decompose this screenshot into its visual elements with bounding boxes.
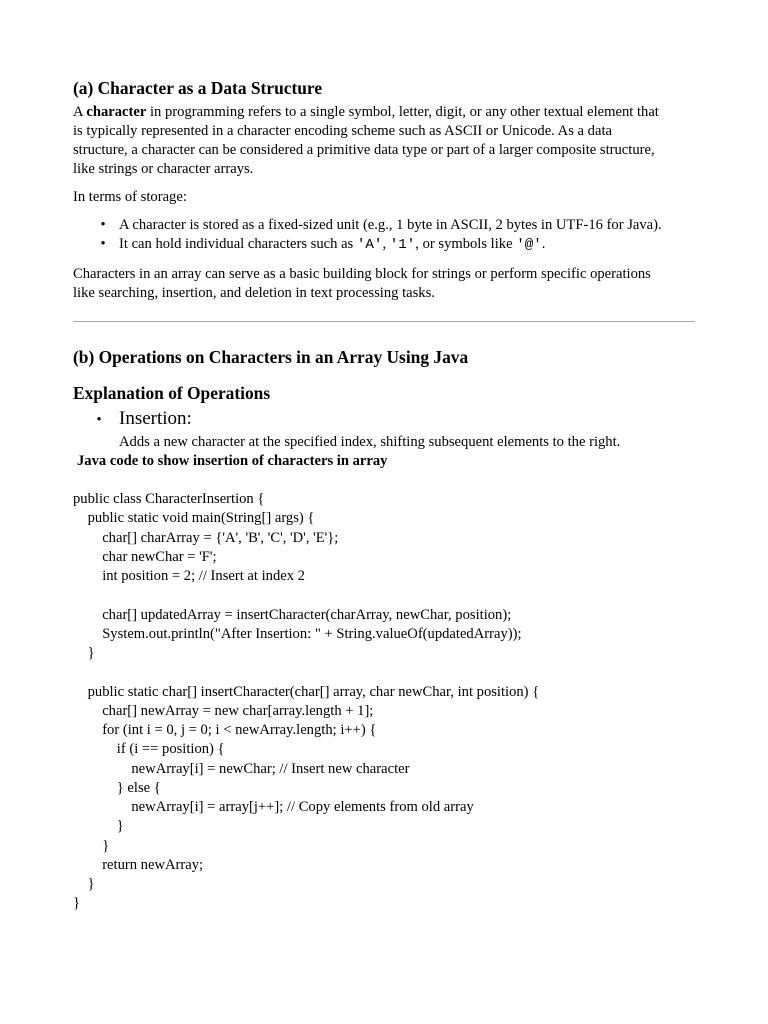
section-a-closing-line: Characters in an array can serve as a basic building block for strings or perform specific operations: [73, 266, 651, 282]
code-line: return newArray;: [73, 856, 204, 873]
text-run: ,: [382, 236, 390, 252]
code-line: newArray[i] = array[j++]; // Copy elements from old array: [73, 799, 474, 815]
code-line: }: [73, 895, 81, 912]
insertion-term: Insertion: [119, 408, 187, 429]
code-line: }: [73, 876, 95, 892]
code-line: char[] updatedArray = insertCharacter(charArray, newChar, position);: [73, 606, 512, 623]
code-line: } else {: [73, 779, 161, 796]
bullet-icon: •: [96, 412, 102, 428]
code-line: char newChar = 'F';: [73, 548, 217, 565]
text-run: , or symbols like: [415, 236, 517, 252]
inline-code: 'A': [356, 237, 383, 253]
section-a-heading: (a) Character as a Data Structure: [73, 78, 323, 98]
code-line: }: [73, 837, 110, 854]
section-b-subheading: Explanation of Operations: [73, 383, 271, 403]
section-a-paragraph-line: [73, 103, 659, 122]
section-a-paragraph-line: is typically represented in a character encoding scheme such as ASCII or Unicode. As a data: [73, 123, 612, 139]
insertion-description: Adds a new character at the specified index, shifting subsequent elements to the right.: [119, 434, 621, 450]
code-line: newArray[i] = newChar; // Insert new character: [73, 760, 410, 777]
inline-code: '@': [516, 237, 542, 253]
code-line: if (i == position) {: [73, 741, 225, 758]
code-line: public class CharacterInsertion {: [73, 491, 265, 507]
code-line: for (int i = 0, j = 0; i < newArray.length; i++) {: [73, 722, 377, 738]
text-run: in programming refers to a single symbol, letter, digit, or any other textual element that: [146, 104, 659, 120]
text-run: A: [73, 104, 87, 120]
text-run: :: [186, 408, 192, 429]
code-line: System.out.println("After Insertion: " + String.valueOf(updatedArray));: [73, 625, 522, 642]
code-line: public static void main(String[] args) {: [73, 510, 315, 527]
text-run: It can hold individual characters such as: [119, 236, 357, 252]
code-line: public static char[] insertCharacter(char[] array, char newChar, int position) {: [73, 683, 540, 700]
code-line: char[] newArray = new char[array.length + 1];: [73, 702, 374, 719]
bold-term: character: [86, 104, 147, 120]
bullet-icon: •: [100, 217, 106, 233]
section-b-heading: (b) Operations on Characters in an Array Using Java: [73, 347, 469, 367]
section-a-paragraph-line: like strings or character arrays.: [73, 161, 254, 177]
section-a-closing-line: like searching, insertion, and deletion in text processing tasks.: [73, 285, 435, 301]
bullet-item: A character is stored as a fixed-sized unit (e.g., 1 byte in ASCII, 2 bytes in UTF-16 for Java).: [119, 217, 662, 233]
code-line: char[] charArray = {'A', 'B', 'C', 'D', 'E'};: [73, 529, 339, 546]
storage-intro: In terms of storage:: [73, 189, 187, 205]
insertion-label: [119, 408, 192, 430]
text-run: .: [541, 236, 546, 252]
bullet-icon: •: [100, 236, 106, 252]
code-caption: Java code to show insertion of characters in array: [77, 453, 388, 469]
section-a-paragraph-line: structure, a character can be considered a primitive data type or part of a larger composite structure,: [73, 142, 655, 158]
bullet-item: [119, 235, 545, 255]
horizontal-divider: [73, 321, 695, 322]
code-line: }: [73, 818, 124, 835]
inline-code: '1': [389, 237, 416, 253]
code-line: }: [73, 645, 95, 661]
code-line: int position = 2; // Insert at index 2: [73, 568, 305, 584]
